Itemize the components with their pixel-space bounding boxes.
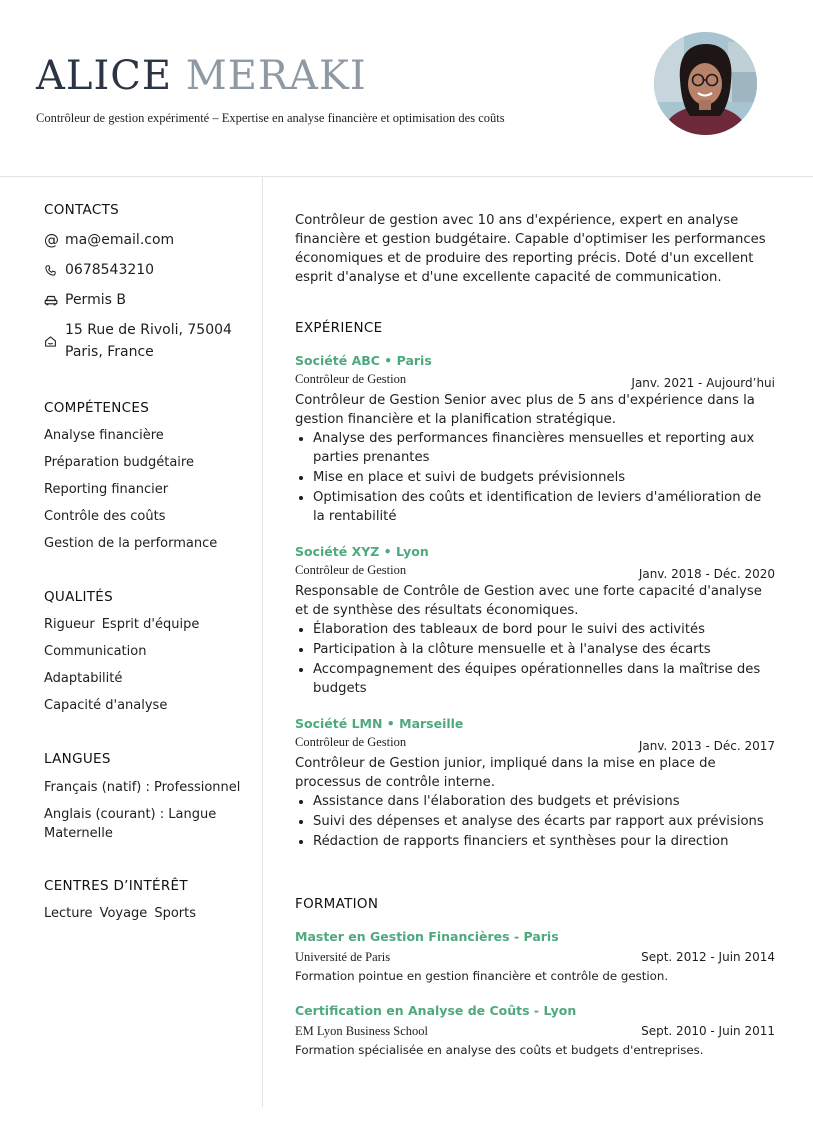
formation-description: Formation pointue en gestion financière et contrôle de gestion. <box>295 969 669 983</box>
last-name: MERAKI <box>185 53 367 99</box>
headline: Contrôleur de gestion expérimenté – Expertise en analyse financière et optimisation des coûts <box>36 111 505 125</box>
experience-item <box>295 544 775 698</box>
degree-title: Certification en Analyse de Coûts - Lyon <box>295 1003 577 1018</box>
quality-row <box>44 616 249 633</box>
quality-item: Esprit d'équipe <box>101 617 200 632</box>
formation-dates: Sept. 2012 - Juin 2014 <box>641 950 775 964</box>
skill-item: Reporting financier <box>44 482 169 497</box>
first-name: ALICE <box>36 53 173 99</box>
experience-title: EXPÉRIENCE <box>295 320 383 336</box>
job-role: Contrôleur de Gestion <box>295 563 407 577</box>
skills-list <box>44 427 249 552</box>
formation-dates: Sept. 2010 - Juin 2011 <box>641 1024 775 1038</box>
formation-description: Formation spécialisée en analyse des coûts et budgets d'entreprises. <box>295 1043 704 1057</box>
contact-phone <box>44 259 249 281</box>
profile-photo <box>654 32 757 135</box>
job-bullets <box>295 792 775 851</box>
job-meta <box>295 735 775 753</box>
skill-item: Gestion de la performance <box>44 536 218 551</box>
experience-item <box>295 716 775 851</box>
degree-title: Master en Gestion Financières - Paris <box>295 929 559 944</box>
languages-list <box>44 778 249 843</box>
job-bullet: • Assistance dans l'élaboration des budgets et prévisions <box>313 792 775 811</box>
company-name: Société XYZ • Lyon <box>295 544 429 559</box>
header-divider <box>0 176 813 177</box>
languages-title: LANGUES <box>44 751 111 767</box>
company-name: Société ABC • Paris <box>295 353 432 368</box>
job-meta <box>295 563 775 581</box>
quality-item: Communication <box>44 644 147 659</box>
company-name: Société LMN • Marseille <box>295 716 464 731</box>
job-role: Contrôleur de Gestion <box>295 372 407 386</box>
interest-item: Lecture <box>44 906 93 921</box>
job-bullet: • Participation à la clôture mensuelle et à l'analyse des écarts <box>313 640 775 659</box>
contact-email <box>44 229 249 251</box>
job-bullet: • Élaboration des tableaux de bord pour le suivi des activités <box>313 620 775 639</box>
quality-item: Adaptabilité <box>44 671 123 686</box>
contacts-title: CONTACTS <box>44 202 119 218</box>
right-column <box>295 211 775 1077</box>
resume-header <box>0 0 813 176</box>
phone-icon <box>44 259 60 281</box>
address-value: 15 Rue de Rivoli, 75004 Paris, France <box>65 322 232 360</box>
job-bullet: • Mise en place et suivi de budgets prévisionnels <box>313 468 775 487</box>
interest-item: Voyage <box>99 906 148 921</box>
license-value: Permis B <box>65 292 126 308</box>
interest-item: Sports <box>154 906 196 921</box>
formation-item <box>295 1003 775 1059</box>
at-icon: @ <box>44 231 59 249</box>
skill-item: Préparation budgétaire <box>44 455 194 470</box>
quality-item: Rigueur <box>44 617 95 632</box>
job-bullets <box>295 620 775 698</box>
job-description: Contrôleur de Gestion junior, impliqué dans la mise en place de processus de contrôle interne. <box>295 756 716 790</box>
home-icon <box>44 319 60 363</box>
formation-title: FORMATION <box>295 896 379 912</box>
job-role: Contrôleur de Gestion <box>295 735 407 749</box>
job-bullet: • Suivi des dépenses et analyse des écarts par rapport aux prévisions <box>313 812 775 831</box>
column-divider <box>262 177 263 1107</box>
contact-address <box>44 319 249 363</box>
language-item: Français (natif) : Professionnel <box>44 780 241 795</box>
quality-item: Capacité d'analyse <box>44 698 168 713</box>
contact-license <box>44 289 249 311</box>
formation-meta <box>295 1023 775 1039</box>
profile-summary: Contrôleur de gestion avec 10 ans d'expérience, expert en analyse financière et gestion budgétaire. Capable d'optimiser les performances économiques et de produire des reporting précis. Doté d'un excellent esprit d'analyse et d'une excellente capacité de communication. <box>295 213 766 285</box>
car-icon <box>44 289 60 311</box>
school-name: Université de Paris <box>295 950 391 964</box>
qualities-list <box>44 616 249 714</box>
email-value[interactable]: ma@email.com <box>65 232 175 248</box>
candidate-name <box>36 46 367 106</box>
job-dates: Janv. 2021 - Aujourd’hui <box>631 376 775 390</box>
qualities-title: QUALITÉS <box>44 589 113 605</box>
left-column <box>44 201 249 958</box>
phone-value[interactable]: 0678543210 <box>65 262 155 278</box>
interests-title: CENTRES D’INTÉRÊT <box>44 878 188 894</box>
interest-row <box>44 905 249 922</box>
job-bullet: • Rédaction de rapports financiers et synthèses pour la direction <box>313 832 775 851</box>
contacts-list <box>44 229 249 363</box>
job-meta <box>295 372 775 390</box>
skill-item: Contrôle des coûts <box>44 509 166 524</box>
school-name: EM Lyon Business School <box>295 1024 428 1038</box>
language-item: Anglais (courant) : Langue Maternelle <box>44 807 217 841</box>
interests-list <box>44 905 249 922</box>
job-dates: Janv. 2013 - Déc. 2017 <box>638 739 775 753</box>
experience-item <box>295 353 775 526</box>
job-dates: Janv. 2018 - Déc. 2020 <box>638 567 775 581</box>
skills-title: COMPÉTENCES <box>44 400 150 416</box>
job-bullets <box>295 429 775 526</box>
formation-meta <box>295 949 775 965</box>
job-description: Responsable de Contrôle de Gestion avec une forte capacité d'analyse et de synthèse des résultats économiques. <box>295 584 762 618</box>
job-bullet: • Analyse des performances financières mensuelles et reporting aux parties prenantes <box>313 429 775 467</box>
job-bullet: • Accompagnement des équipes opérationnelles dans la maîtrise des budgets <box>313 660 775 698</box>
job-bullet: • Optimisation des coûts et identification de leviers d'amélioration de la rentabilité <box>313 488 775 526</box>
skill-item: Analyse financière <box>44 428 164 443</box>
formation-item <box>295 929 775 985</box>
job-description: Contrôleur de Gestion Senior avec plus de 5 ans d'expérience dans la gestion financière et la planification stratégique. <box>295 393 755 427</box>
